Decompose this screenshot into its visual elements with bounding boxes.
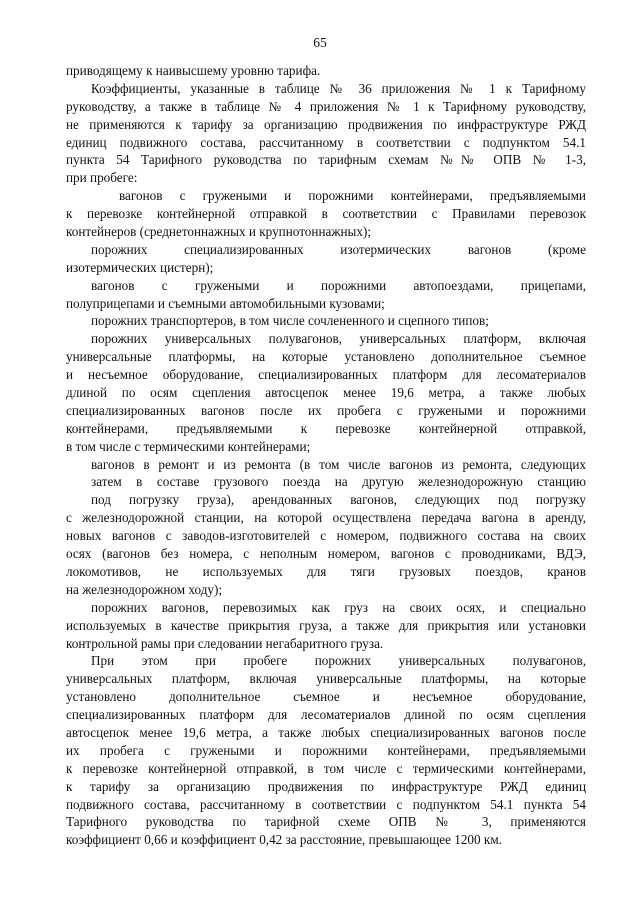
text-line: используемых в качестве прикрытия груза, а также для прикрытия или установки (66, 617, 586, 633)
text-line: изотермических цистерн); (66, 259, 214, 275)
text-line: универсальные платформы, на которые установлено дополнительное съемное (66, 349, 586, 365)
text-line: универсальных платформ, включая универсальные платформы, на которые (66, 671, 586, 687)
text-line: установлено дополнительное съемное и несъемное оборудование, (66, 689, 586, 705)
text-line: к перевозке контейнерной отправкой в соответствии с Правилами перевозок (66, 206, 586, 222)
text-line: коэффициент 0,66 и коэффициент 0,42 за расстояние, превышающее 1200 км. (66, 832, 502, 848)
text-line: порожних вагонов, перевозимых как груз на своих осях, и специально (91, 599, 586, 615)
text-line: вагонов с гружеными и порожними автопоездами, прицепами, (91, 277, 586, 293)
text-line: и несъемное оборудование, специализированных платформ для лесоматериалов (66, 367, 586, 383)
body-text (66, 62, 586, 849)
text-line: подвижного состава, рассчитанному в соответствии с подпунктом 54.1 пункта 54 (66, 796, 586, 812)
text-line: не применяются к тарифу за организацию продвижения по инфраструктуре РЖД (66, 116, 586, 132)
text-line: специализированных платформ для лесоматериалов длиной по осям сцепления (66, 707, 586, 723)
text-line: осях (вагонов без номера, с неполным номером, вагонов с проводниками, ВДЭ, (66, 546, 586, 562)
text-line: порожних специализированных изотермических вагонов (кроме (91, 241, 586, 257)
text-line: При этом при пробеге порожних универсальных полувагонов, (91, 653, 586, 669)
text-line: единиц подвижного состава, рассчитанному в соответствии с подпунктом 54.1 (66, 134, 586, 150)
text-line: локомотивов, не используемых для тяги грузовых поездов, кранов (66, 563, 586, 579)
text-line: их пробега с гружеными и порожними контейнерами, предъявляемыми (66, 742, 586, 758)
text-line: руководству, а также в таблице № 4 приложения № 1 к Тарифному руководству, (66, 98, 586, 114)
text-line: на железнодорожном ходу); (66, 581, 223, 597)
text-line: при пробеге: (66, 170, 138, 186)
text-line: контейнеров (среднетоннажных и крупнотоннажных); (66, 224, 372, 240)
text-line: специализированных вагонов после их пробега с гружеными и порожними (66, 402, 586, 418)
text-line: к тарифу за организацию продвижения по инфраструктуре РЖД единиц (66, 778, 586, 794)
text-line: порожних транспортеров, в том числе сочлененного и сцепного типов; (91, 313, 489, 329)
text-line: под погрузку груза), арендованных вагонов, следующих под погрузку (91, 492, 586, 508)
text-line: затем в составе грузового поезда на другую железнодорожную станцию (91, 474, 586, 490)
text-line: новых вагонов с заводов-изготовителей с номером, подвижного состава на своих (66, 528, 586, 544)
text-line: вагонов с гружеными и порожними контейнерами, предъявляемыми (119, 188, 586, 204)
text-line: вагонов в ремонт и из ремонта (в том числе вагонов из ремонта, следующих (91, 456, 586, 472)
text-line: в том числе с термическими контейнерами; (66, 438, 311, 454)
text-line: пункта 54 Тарифного руководства по тарифным схемам №№ ОПВ № 1-3, (66, 152, 586, 168)
text-line: с железнодорожной станции, на которой осуществлена передача вагона в аренду, (66, 510, 586, 526)
text-line: длиной по осям сцепления автосцепок менее 19,6 метра, а также любых (66, 385, 586, 401)
text-line: автосцепок менее 19,6 метра, а также любых специализированных вагонов после (66, 724, 586, 740)
text-line: полуприцепами и съемными автомобильными кузовами; (66, 295, 385, 311)
text-line: контейнерами, предъявляемыми к перевозке контейнерной отправкой, (66, 420, 586, 436)
text-line: Тарифного руководства по тарифной схеме ОПВ № 3, применяются (66, 814, 586, 830)
text-line: порожних универсальных полувагонов, универсальных платформ, включая (91, 331, 586, 347)
text-line: контрольной рамы при следовании негабаритного груза. (66, 635, 384, 651)
page-number: 65 (313, 35, 327, 50)
text-line: к перевозке контейнерной отправкой, в том числе с термическими контейнерами, (66, 760, 586, 776)
text-line: Коэффициенты, указанные в таблице № 36 приложения № 1 к Тарифному (91, 80, 586, 96)
text-line: приводящему к наивысшему уровню тарифа. (66, 63, 321, 78)
